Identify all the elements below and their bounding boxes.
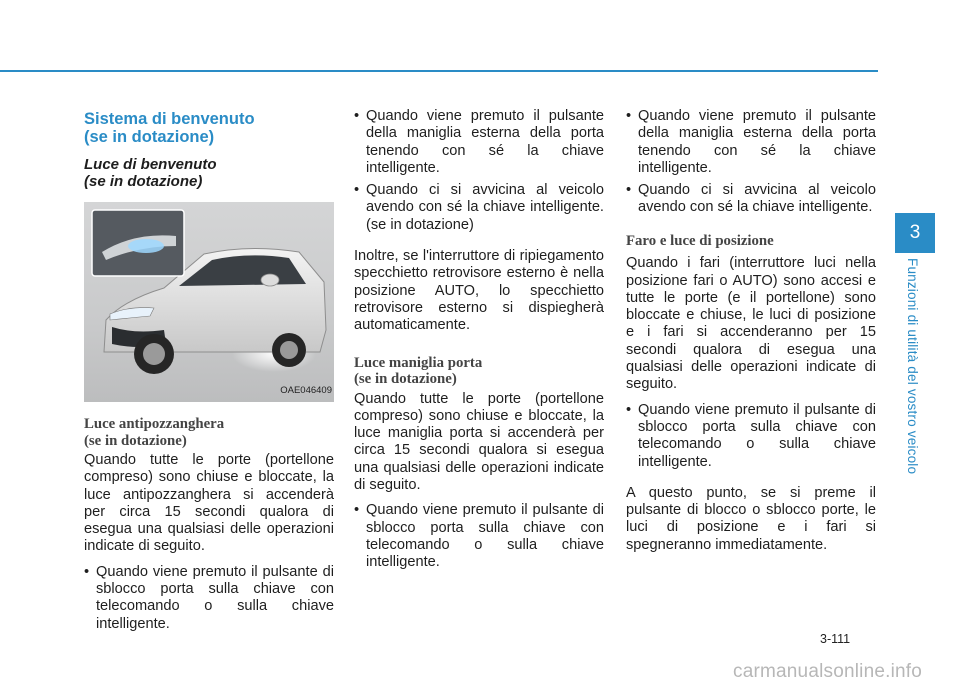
bullet-list [354, 502, 604, 571]
top-rule [0, 70, 878, 72]
bullet-list [354, 108, 604, 234]
column-3 [626, 108, 876, 562]
bullet-list [626, 402, 876, 471]
column-1 [84, 110, 334, 641]
chapter-title: Funzioni di utilità del vostro veicolo [905, 258, 920, 475]
paragraph: Quando i fari (interruttore luci nella posizione fari o AUTO) sono accesi e tutte le porte (e il portellone) sono bloccate e chiuse, le luci di posizione e i fari si accenderanno per 15 secondi qualora di esegua una qualsiasi delle operazioni indicate di seguito. [626, 255, 876, 393]
car-image [84, 202, 334, 402]
list-item: • Quando viene premuto il pulsante di sblocco porta sulla chiave con telecomando o sulla chiave intelligente. [354, 502, 604, 571]
car-illustration [84, 202, 334, 402]
list-item: • Quando viene premuto il pulsante della maniglia esterna della porta tenendo con sé la chiave intelligente. [354, 108, 604, 177]
subsection-title: Luce di benvenuto (se in dotazione) [84, 156, 217, 190]
paragraph: A questo punto, se si preme il pulsante di blocco o sblocco porte, le luci di posizione e i fari si spegneranno immediatamente. [626, 484, 876, 553]
paragraph: Quando tutte le porte (portellone compreso) sono chiuse e bloccate, la luce antipozzanghera si accenderà per circa 15 secondi qualora di esegua una qualsiasi delle operazioni indicate di seguito. [84, 452, 334, 555]
heading-door-handle-light: Luce maniglia porta (se in dotazione) [354, 354, 483, 388]
heading-headlamp: Faro e luce di posizione [626, 232, 774, 249]
bullet-list [626, 108, 876, 217]
paragraph: Inoltre, se l'interruttore di ripiegamento specchietto retrovisore esterno è nella posizione AUTO, lo specchietto retrovisore esterno si dispiegherà automaticamente. [354, 248, 604, 334]
list-item: • Quando viene premuto il pulsante di sblocco porta sulla chiave con telecomando o sulla chiave intelligente. [626, 402, 876, 471]
page-number: 3-111 [820, 632, 851, 646]
list-item: • Quando ci si avvicina al veicolo avendo con sé la chiave intelligente. [626, 182, 876, 217]
list-item: • Quando viene premuto il pulsante di sblocco porta sulla chiave con telecomando o sulla chiave intelligente. [84, 564, 334, 633]
column-2 [354, 108, 604, 580]
list-item: • Quando viene premuto il pulsante della maniglia esterna della porta tenendo con sé la chiave intelligente. [626, 108, 876, 177]
section-title: Sistema di benvenuto (se in dotazione) [84, 110, 255, 146]
paragraph: Quando tutte le porte (portellone compreso) sono chiuse e bloccate, la luce maniglia porta si accenderà per circa 15 secondi qualora si esegua una qualsiasi delle operazioni indicate di seguito. [354, 390, 604, 494]
list-item: • Quando ci si avvicina al veicolo avendo con sé la chiave intelligente. (se in dotazione) [354, 182, 604, 234]
chapter-tab: 3 [895, 213, 935, 253]
watermark: carmanualsonline.info [733, 661, 923, 682]
heading-puddle-light: Luce antipozzanghera (se in dotazione) [84, 416, 225, 449]
bullet-list [84, 564, 334, 633]
figure-code: OAE046409 [280, 384, 332, 396]
